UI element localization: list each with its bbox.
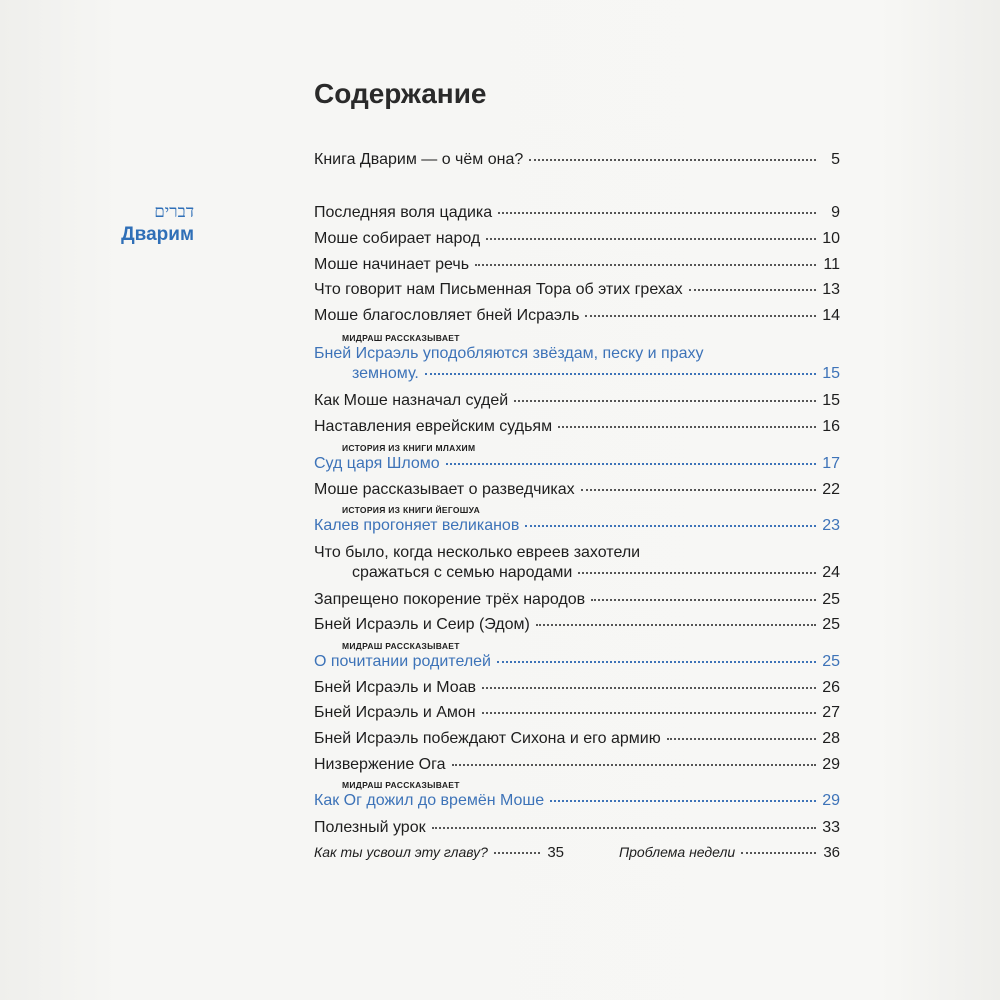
toc-entry[interactable] [314, 615, 840, 639]
toc-entry-title: Запрещено покорение трёх народов [314, 591, 586, 608]
toc-entry-page: 29 [822, 756, 840, 773]
toc-entry[interactable] [314, 818, 840, 842]
toc-entry-title: Бней Исраэль и Сеир (Эдом) [314, 616, 530, 633]
toc-entry-review[interactable] [314, 844, 564, 861]
toc-entry-title: Суд царя Шломо [314, 455, 440, 472]
toc-entry-title: Моше благословляет бней Исраэль [314, 307, 580, 324]
toc-entry-page: 11 [823, 256, 840, 273]
leader-dots [529, 159, 816, 161]
toc-entry-title: Как Ог дожил до времён Моше [314, 792, 545, 809]
toc-entry-page: 10 [822, 230, 840, 247]
toc-entry-title: Что было, когда несколько евреев захотели [314, 544, 641, 561]
toc-entry[interactable] [314, 729, 840, 753]
toc-entry[interactable] [314, 543, 840, 589]
toc-entry[interactable] [314, 417, 840, 441]
toc-entry-page: 29 [822, 792, 840, 809]
leader-dots [446, 463, 816, 465]
toc-entry-page: 14 [822, 307, 840, 324]
toc-entry[interactable] [314, 203, 840, 227]
toc-entry-title: Как ты усвоил эту главу? [314, 844, 488, 860]
leader-dots [482, 687, 816, 689]
toc-entry-page: 17 [822, 455, 840, 472]
toc-entry[interactable] [314, 391, 840, 415]
toc-entry-title: Бней Исраэль и Моав [314, 679, 477, 696]
section-kicker: МИДРАШ РАССКАЗЫВАЕТ [342, 333, 460, 343]
leader-dots [475, 264, 816, 266]
toc-entry-title: Что говорит нам Письменная Тора об этих грехах [314, 281, 683, 298]
toc-entry-page: 24 [822, 564, 840, 581]
toc-entry-page: 16 [822, 418, 840, 435]
leader-dots [425, 373, 816, 375]
toc-entry-page: 35 [547, 844, 564, 861]
toc-entry-page: 36 [823, 844, 840, 861]
toc-entry-problem[interactable] [619, 844, 840, 861]
toc-entry-midrash[interactable] [314, 780, 840, 815]
toc-entry-page: 15 [822, 392, 840, 409]
toc-entry-page: 25 [822, 591, 840, 608]
toc-entry-midrash[interactable] [314, 641, 840, 676]
toc-entry[interactable] [314, 306, 840, 330]
side-label [112, 201, 194, 247]
toc-entry[interactable] [314, 229, 840, 253]
leader-dots [497, 661, 816, 663]
leader-dots [486, 238, 816, 240]
toc-entry-title: О почитании родителей [314, 653, 491, 670]
toc-entry-title: Моше рассказывает о разведчиках [314, 481, 575, 498]
section-kicker: МИДРАШ РАССКАЗЫВАЕТ [342, 780, 460, 790]
leader-dots [494, 852, 540, 854]
leader-dots [482, 712, 816, 714]
toc-entry-story[interactable] [314, 443, 840, 478]
side-label-russian: Дварим [121, 224, 194, 245]
toc-entry-title: Наставления еврейским судьям [314, 418, 553, 435]
toc-entry-story[interactable] [314, 505, 840, 540]
leader-dots [558, 426, 816, 428]
toc-entry-title: Проблема недели [619, 844, 736, 860]
leader-dots [581, 489, 816, 491]
leader-dots [525, 525, 816, 527]
toc-entry-page: 25 [822, 653, 840, 670]
leader-dots [514, 400, 816, 402]
toc-entry-title: Бней Исраэль и Амон [314, 704, 476, 721]
toc-entry-title: Бней Исраэль побеждают Сихона и его армию [314, 730, 661, 747]
section-kicker: ИСТОРИЯ ИЗ КНИГИ ЙЕГОШУА [342, 505, 481, 515]
page-title: Содержание [314, 78, 487, 109]
toc-entry-page: 26 [822, 679, 840, 696]
toc-entry[interactable] [314, 480, 840, 504]
toc-entry-page: 23 [822, 517, 840, 534]
toc-entry-title: Моше начинает речь [314, 256, 470, 273]
toc-entry-page: 9 [831, 204, 840, 221]
toc-entry[interactable] [314, 590, 840, 614]
leader-dots [585, 315, 816, 317]
toc-entry-midrash[interactable] [314, 333, 840, 390]
toc-entry-title-continued: земному. [352, 365, 419, 382]
toc-entry-title: Низвержение Ога [314, 756, 446, 773]
toc-entry-page: 13 [822, 281, 840, 298]
toc-entry-title: Моше собирает народ [314, 230, 481, 247]
leader-dots [667, 738, 816, 740]
toc-entry-page: 22 [822, 481, 840, 498]
toc-entry-title-continued: сражаться с семью народами [352, 564, 573, 581]
toc-entry[interactable] [314, 255, 840, 279]
toc-entry-title: Бней Исраэль уподобляются звёздам, песку и праху [314, 345, 704, 362]
toc-entry-title: Полезный урок [314, 819, 426, 836]
leader-dots [498, 212, 816, 214]
toc-entry-page: 27 [822, 704, 840, 721]
section-kicker: ИСТОРИЯ ИЗ КНИГИ МЛАХИМ [342, 443, 476, 453]
toc-entry-page: 15 [822, 365, 840, 382]
leader-dots [578, 572, 816, 574]
leader-dots [591, 599, 816, 601]
leader-dots [689, 289, 816, 291]
toc-entry[interactable] [314, 703, 840, 727]
toc-entry-page: 28 [822, 730, 840, 747]
toc-entry[interactable] [314, 678, 840, 702]
toc-entry-title: Калев прогоняет великанов [314, 517, 520, 534]
toc-entry-title: Книга Дварим — о чём она? [314, 151, 524, 168]
leader-dots [536, 624, 816, 626]
toc-entry[interactable] [314, 150, 840, 174]
toc-entry[interactable] [314, 755, 840, 779]
section-kicker: МИДРАШ РАССКАЗЫВАЕТ [342, 641, 460, 651]
toc-entry-page: 5 [831, 151, 840, 168]
side-label-hebrew: דברים [154, 202, 194, 222]
leader-dots [432, 827, 816, 829]
toc-entry-page: 25 [822, 616, 840, 633]
toc-entry[interactable] [314, 280, 840, 304]
leader-dots [452, 764, 817, 766]
toc-entry-page: 33 [822, 819, 840, 836]
leader-dots [741, 852, 816, 854]
bottom-entries [314, 844, 840, 866]
toc-entry-title: Последняя воля цадика [314, 204, 493, 221]
leader-dots [550, 800, 816, 802]
toc-entry-title: Как Моше назначал судей [314, 392, 509, 409]
